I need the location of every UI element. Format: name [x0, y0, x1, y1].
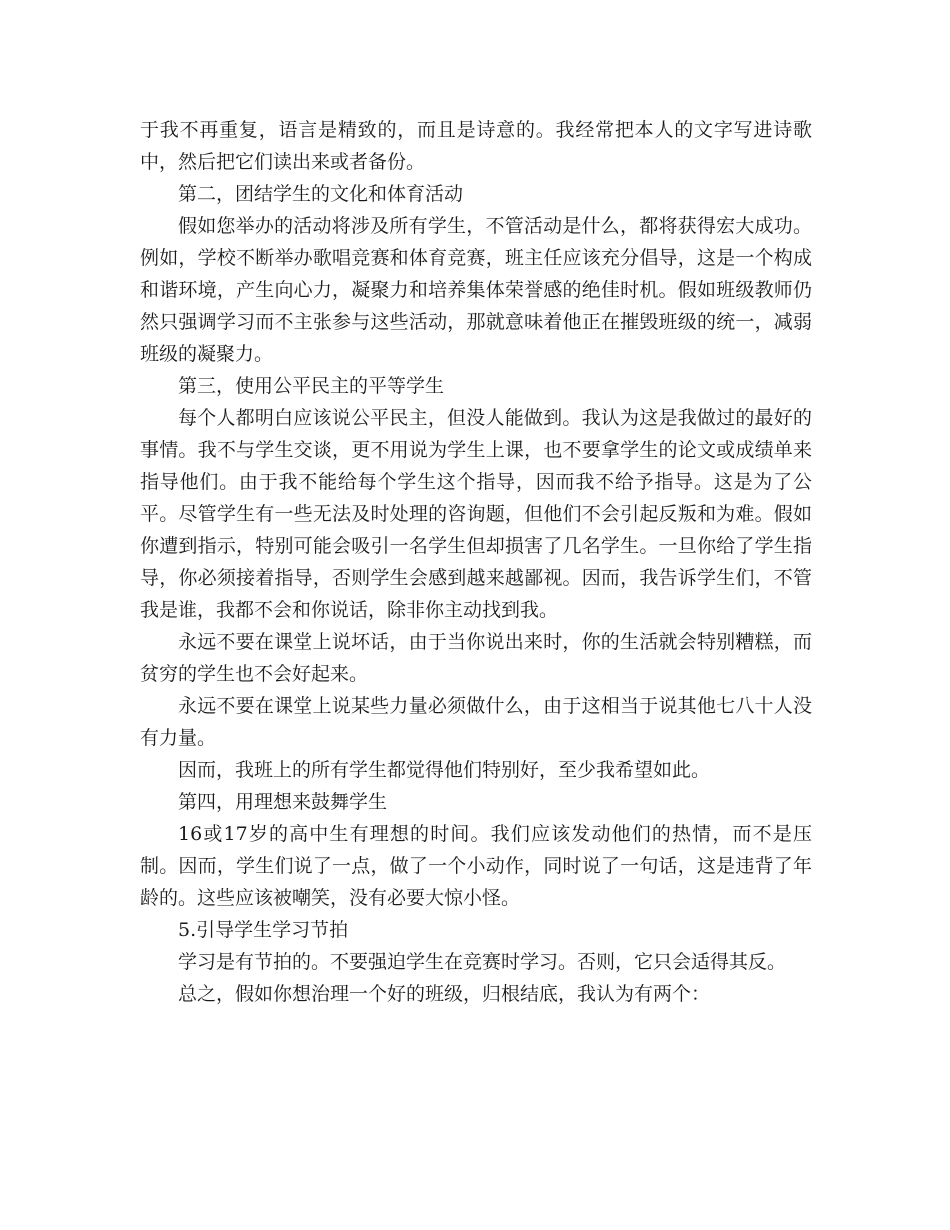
- paragraph-fairness: 每个人都明白应该说公平民主，但没人能做到。我认为这是我做过的最好的事情。我不与学生交谈，更不用说为学生上课，也不要拿学生的论文或成绩单来指导他们。由于我不能给每个学生这个指导，因而我不给予指导。这是为了公平。尽管学生有一些无法及时处理的咨询题，但他们不会引起反叛和为难。假如你遭到指示，特别可能会吸引一名学生但却损害了几名学生。一旦你给了学生指导，你必须接着指导，否则学生会感到越来越鄙视。因而，我告诉学生们，不管我是谁，我都不会和你说话，除非你主动找到我。: [140, 407, 812, 621]
- heading-second: 第二，团结学生的文化和体育活动: [178, 183, 464, 205]
- paragraph-1: 于我不再重复，语言是精致的，而且是诗意的。我经常把本人的文字写进诗歌中，然后把它们读出来或者备份。: [140, 119, 812, 173]
- paragraph-conclusion: 总之，假如你想治理一个好的班级，归根结底，我认为有两个：: [178, 983, 711, 1005]
- paragraph-activities: 假如您举办的活动将涉及所有学生，不管活动是什么，都将获得宏大成功。例如，学校不断举办歌唱竞赛和体育竞赛，班主任应该充分倡导，这是一个构成和谐环境，产生向心力，凝聚力和培养集体荣誉感的绝佳时机。假如班级教师仍然只强调学习而不主张参与这些活动，那就意味着他正在摧毁班级的统一，减弱班级的凝聚力。: [140, 215, 812, 365]
- heading-third: 第三，使用公平民主的平等学生: [178, 375, 445, 397]
- paragraph-no-bad-words: 永远不要在课堂上说坏话，由于当你说出来时，你的生活就会特别糟糕，而贫穷的学生也不会好起来。: [140, 631, 812, 685]
- paragraph-no-force: 永远不要在课堂上说某些力量必须做什么，由于这相当于说其他七八十人没有力量。: [140, 695, 812, 749]
- document-page: [140, 114, 812, 1010]
- paragraph-all-students: 因而，我班上的所有学生都觉得他们特别好，至少我希望如此。: [178, 759, 711, 781]
- paragraph-rhythm: 学习是有节拍的。不要强迫学生在竞赛时学习。否则，它只会适得其反。: [178, 951, 787, 973]
- heading-fifth: 5.引导学生学习节拍: [178, 919, 349, 941]
- paragraph-ideals: 16或17岁的高中生有理想的时间。我们应该发动他们的热情，而不是压制。因而，学生们说了一点，做了一个小动作，同时说了一句话，这是违背了年龄的。这些应该被嘲笑，没有必要大惊小怪。: [140, 823, 812, 909]
- heading-fourth: 第四，用理想来鼓舞学生: [178, 791, 388, 813]
